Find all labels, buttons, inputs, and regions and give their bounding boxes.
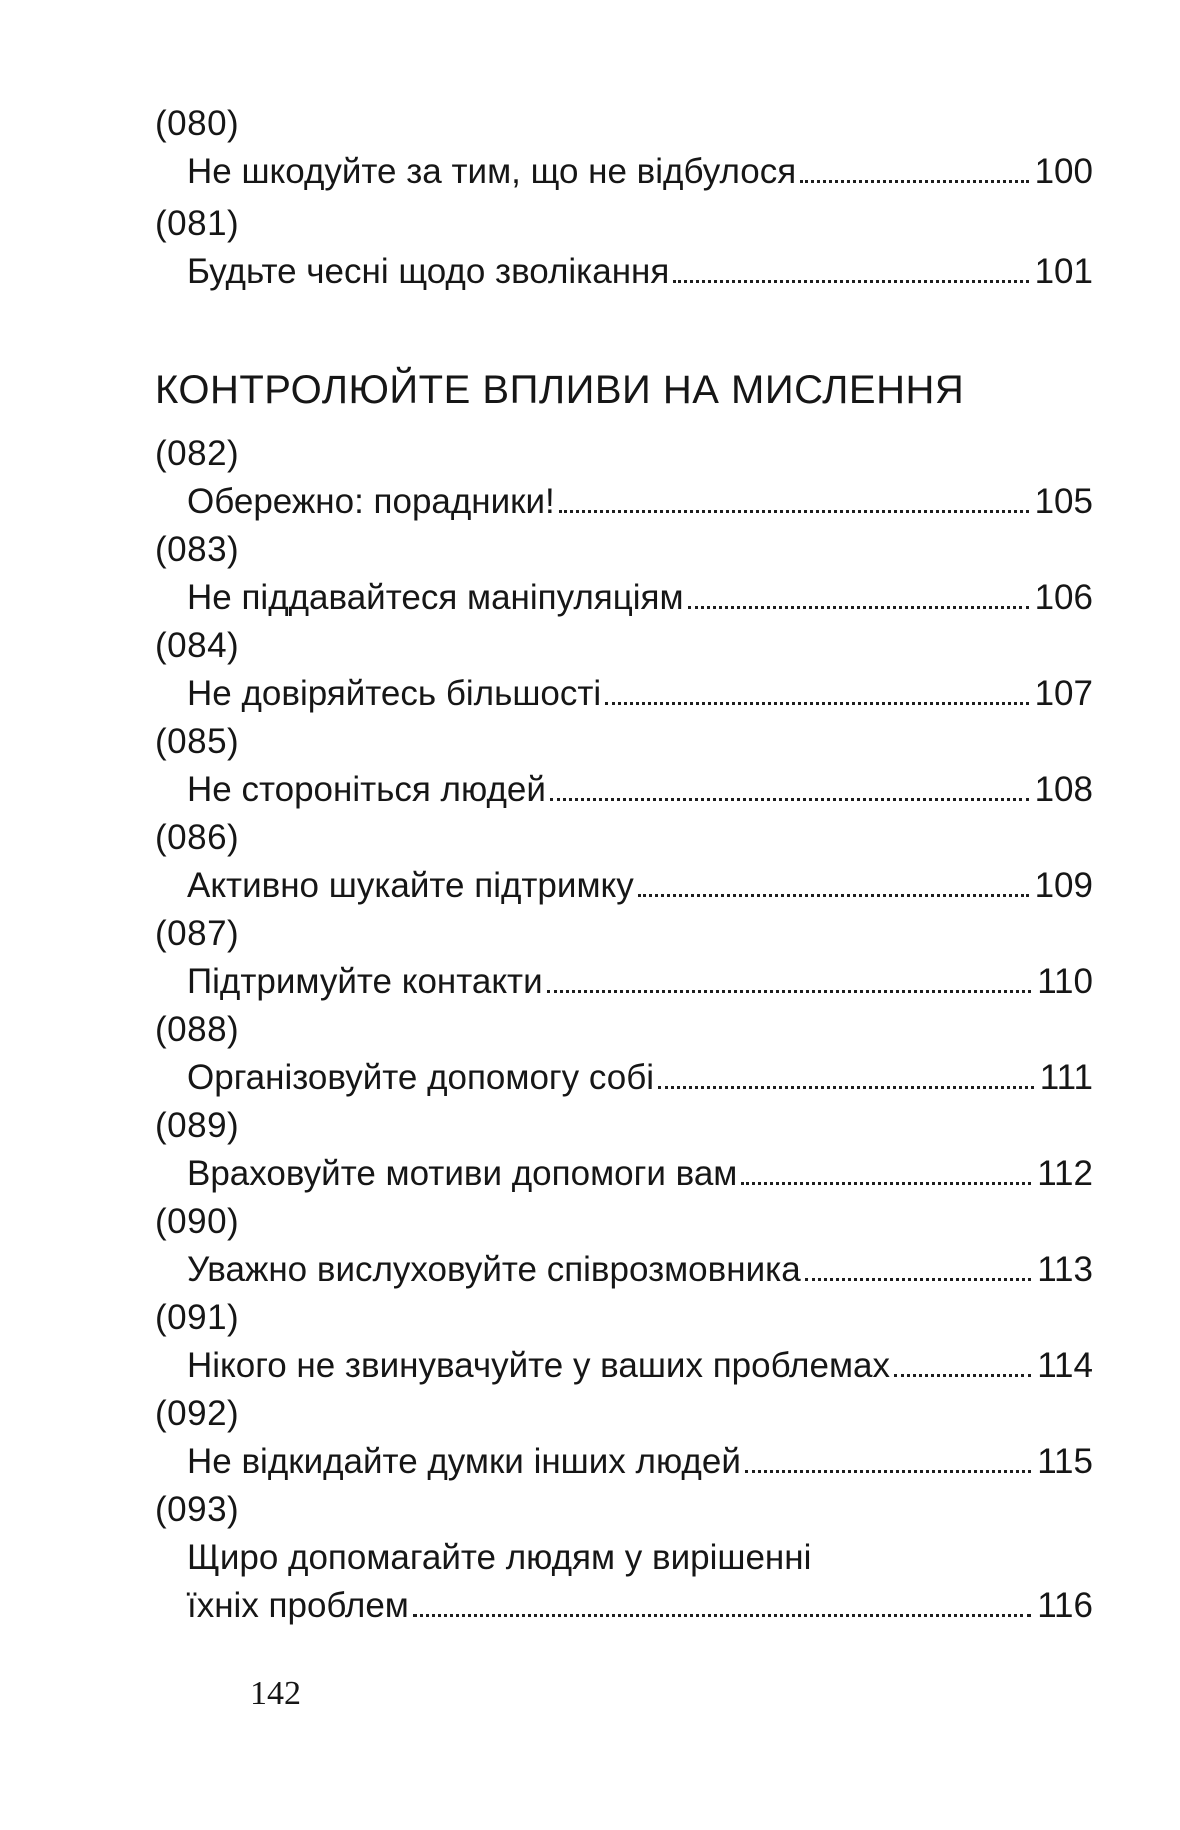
entry-line [187, 1246, 1093, 1294]
entry-number: (083) [155, 530, 240, 569]
toc-entry [155, 430, 1093, 526]
entry-title: Щиро допомагайте людям у вирішенні [187, 1538, 812, 1577]
toc-entry [155, 1006, 1093, 1102]
entry-title: Не піддавайтеся маніпуляціям [187, 578, 684, 617]
entry-line [187, 1342, 1093, 1390]
entry-title: Будьте чесні щодо зволікання [187, 252, 670, 291]
entry-page-number: 110 [1037, 962, 1093, 1001]
toc-entry [155, 200, 1093, 296]
toc-entry [155, 526, 1093, 622]
toc-section-group [155, 430, 1093, 1630]
toc-entry [155, 718, 1093, 814]
dot-leader [894, 1373, 1031, 1377]
entry-number: (084) [155, 626, 240, 665]
entry-line [187, 670, 1093, 718]
entry-title: Уважно вислуховуйте співрозмовника [187, 1250, 801, 1289]
entry-title: Нікого не звинувачуйте у ваших проблемах [187, 1346, 890, 1385]
entry-title: Враховуйте мотиви допомоги вам [187, 1154, 738, 1193]
entry-number: (091) [155, 1298, 240, 1337]
dot-leader [800, 179, 1028, 183]
toc-entry [155, 1486, 1093, 1630]
entry-line [187, 248, 1093, 296]
toc-entry [155, 1294, 1093, 1390]
section-heading: КОНТРОЛЮЙТЕ ВПЛИВИ НА МИСЛЕННЯ [155, 368, 965, 412]
entry-number: (085) [155, 722, 240, 761]
dot-leader [658, 1085, 1034, 1089]
entry-number: (092) [155, 1394, 240, 1433]
entry-line [187, 862, 1093, 910]
toc-entry [155, 1198, 1093, 1294]
dot-leader [559, 509, 1029, 513]
entry-title: Не відкидайте думки інших людей [187, 1442, 741, 1481]
entry-line [187, 574, 1093, 622]
entry-page-number: 100 [1034, 152, 1093, 191]
entry-page-number: 108 [1034, 770, 1093, 809]
entry-title: Не стороніться людей [187, 770, 546, 809]
entry-number: (082) [155, 434, 240, 473]
dot-leader [413, 1613, 1031, 1617]
entry-page-number: 112 [1037, 1154, 1093, 1193]
toc-entry [155, 622, 1093, 718]
entry-page-number: 105 [1034, 482, 1093, 521]
toc-entry [155, 1390, 1093, 1486]
entry-title: Не шкодуйте за тим, що не відбулося [187, 152, 797, 191]
entry-page-number: 107 [1034, 674, 1093, 713]
entry-number: (090) [155, 1202, 240, 1241]
entry-title: Підтримуйте контакти [187, 962, 543, 1001]
dot-leader [745, 1469, 1031, 1473]
entry-page-number: 106 [1034, 578, 1093, 617]
entry-number: (087) [155, 914, 240, 953]
entry-line [187, 958, 1093, 1006]
entry-line [187, 1582, 1093, 1630]
dot-leader [638, 893, 1029, 897]
entry-number: (093) [155, 1490, 240, 1529]
entry-line [187, 148, 1093, 196]
entry-line [187, 1054, 1093, 1102]
entry-number: (081) [155, 204, 240, 243]
entry-line [187, 766, 1093, 814]
entry-number: (089) [155, 1106, 240, 1145]
dot-leader [688, 605, 1029, 609]
toc-entry [155, 1102, 1093, 1198]
entry-title: Обережно: порадники! [187, 482, 555, 521]
entry-page-number: 116 [1037, 1586, 1093, 1625]
dot-leader [673, 279, 1028, 283]
entry-title: Не довіряйтесь більшості [187, 674, 602, 713]
toc-top-group [155, 100, 1093, 296]
entry-page-number: 115 [1037, 1442, 1093, 1481]
entry-line [187, 478, 1093, 526]
entry-page-number: 114 [1037, 1346, 1093, 1385]
entry-title-line [187, 1534, 1093, 1582]
dot-leader [550, 797, 1029, 801]
entry-page-number: 111 [1039, 1058, 1093, 1097]
entry-number: (088) [155, 1010, 240, 1049]
dot-leader [805, 1277, 1032, 1281]
entry-page-number: 101 [1034, 252, 1093, 291]
toc-entry [155, 100, 1093, 196]
toc-entry [155, 910, 1093, 1006]
entry-title: Активно шукайте підтримку [187, 866, 634, 905]
entry-page-number: 113 [1037, 1250, 1093, 1289]
entry-page-number: 109 [1034, 866, 1093, 905]
entry-title: Організовуйте допомогу собі [187, 1058, 655, 1097]
dot-leader [605, 701, 1028, 705]
entry-line [187, 1438, 1093, 1486]
dot-leader [547, 989, 1032, 993]
dot-leader [741, 1181, 1031, 1185]
entry-title-continued: їхніх проблем [187, 1586, 409, 1625]
entry-line [187, 1150, 1093, 1198]
entry-number: (086) [155, 818, 240, 857]
page-folio-number: 142 [250, 1675, 301, 1712]
entry-number: (080) [155, 104, 240, 143]
toc-entry [155, 814, 1093, 910]
